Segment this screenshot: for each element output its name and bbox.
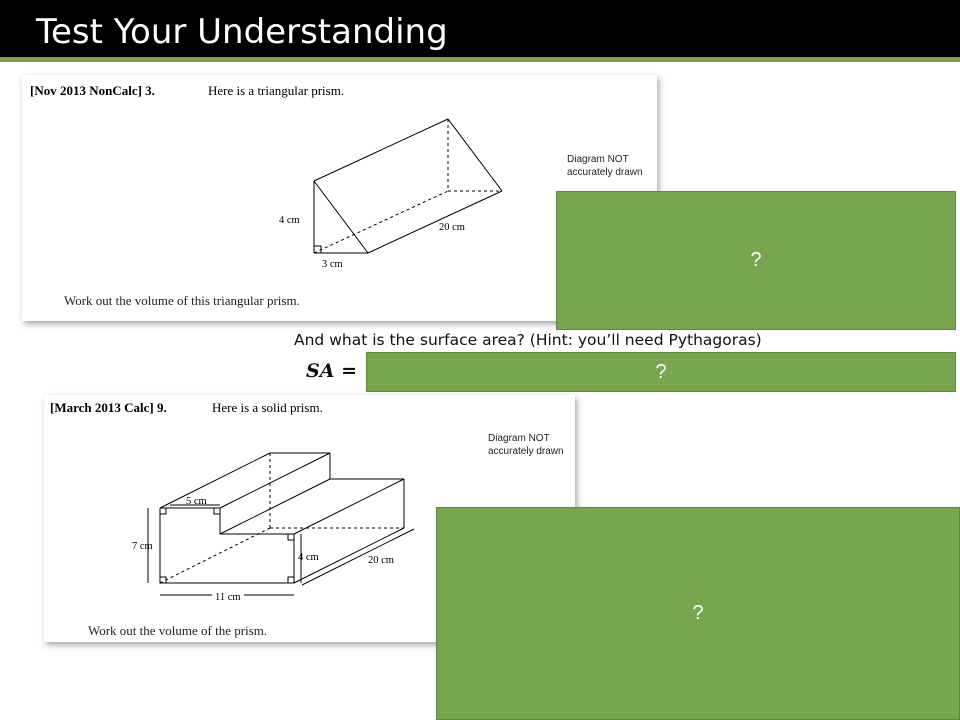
label-step-height: 4 cm	[298, 552, 319, 563]
question-2-ref: [March 2013 Calc] 9.	[50, 400, 167, 415]
question-1-ref: [Nov 2013 NonCalc] 3.	[30, 83, 155, 98]
label-length: 20 cm	[439, 222, 465, 233]
label-top-width: 5 cm	[186, 496, 207, 507]
question-1-intro: Here is a triangular prism.	[208, 83, 345, 98]
title-accent-line	[0, 57, 960, 62]
label-prism-length: 20 cm	[368, 555, 394, 566]
question-2-prompt: Work out the volume of the prism.	[88, 623, 268, 638]
question-1-prompt: Work out the volume of this triangular prism.	[64, 293, 300, 308]
surface-area-hint: And what is the surface area? (Hint: you’ll need Pythagoras)	[294, 331, 762, 349]
label-left-height: 7 cm	[132, 541, 153, 552]
question-2-intro: Here is a solid prism.	[212, 400, 323, 415]
surface-area-answer-reveal[interactable]: ?	[366, 352, 956, 392]
answer-1-reveal[interactable]: ?	[556, 191, 956, 330]
diagram-note: Diagram NOT accurately drawn	[488, 433, 564, 457]
label-bottom-width: 11 cm	[212, 592, 244, 603]
title-bar	[0, 0, 960, 62]
label-base: 3 cm	[322, 259, 343, 270]
surface-area-label: SA =	[306, 360, 357, 382]
label-height: 4 cm	[279, 215, 300, 226]
answer-2-reveal[interactable]: ?	[436, 507, 960, 720]
diagram-note: Diagram NOT accurately drawn	[567, 154, 643, 178]
slide-title: Test Your Understanding	[36, 12, 448, 52]
